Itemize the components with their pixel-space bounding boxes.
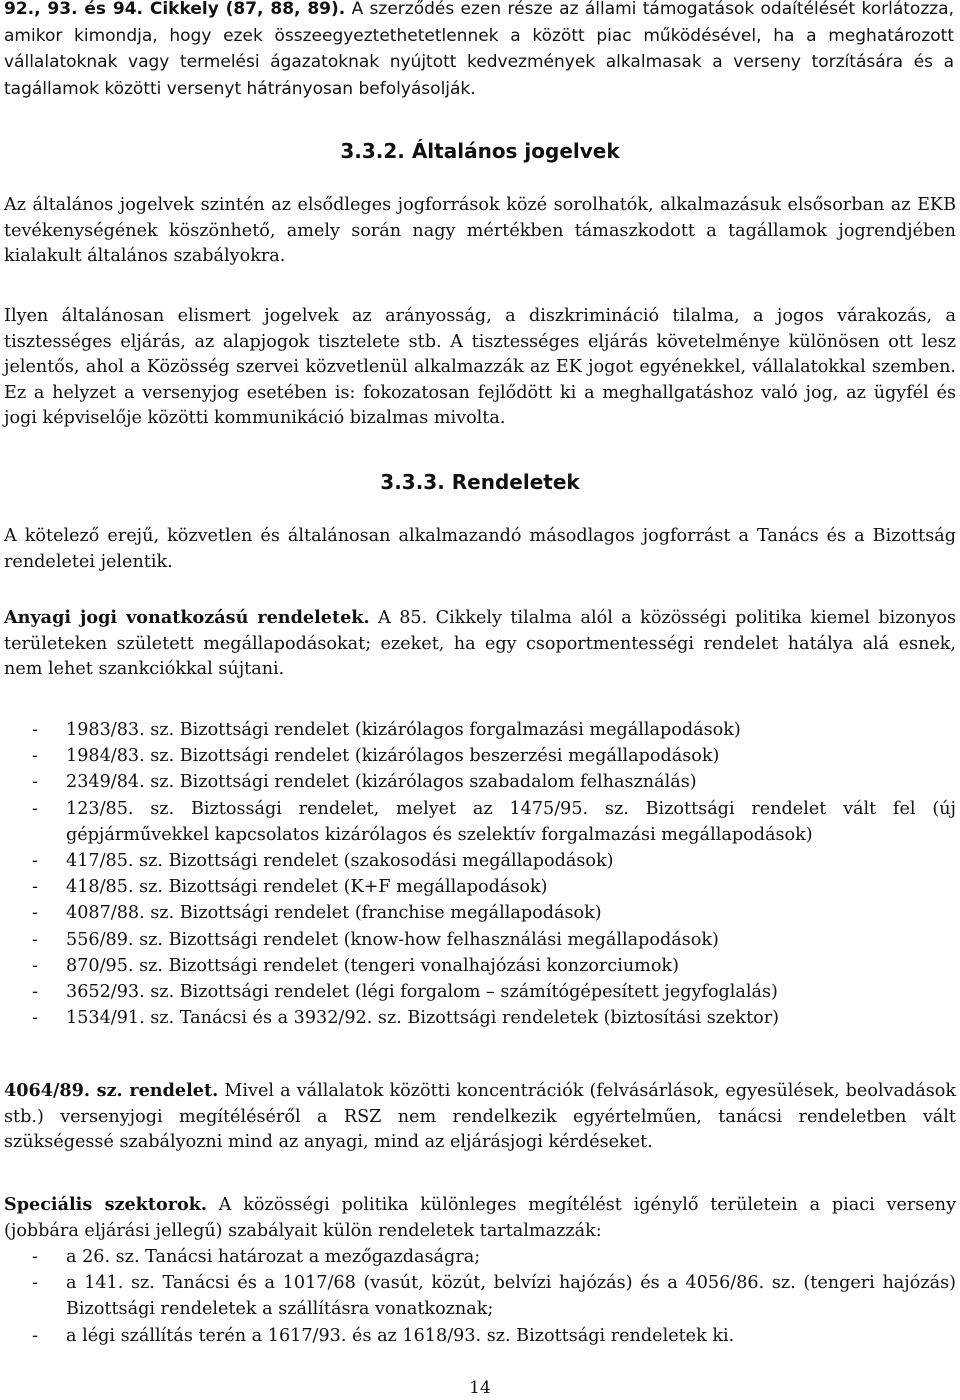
list-item-text: 1983/83. sz. Bizottsági rendelet (kizárólagos forgalmazási megállapodások) xyxy=(66,720,741,740)
regulations-intro-paragraph xyxy=(4,524,956,575)
material-regulations-paragraph xyxy=(4,605,956,683)
list-item xyxy=(32,927,956,953)
list-item-text: 2349/84. sz. Bizottsági rendelet (kizárólagos szabadalom felhasználás) xyxy=(66,772,697,793)
regulation-4064-title: 4064/89. sz. rendelet. xyxy=(4,1080,219,1101)
list-item xyxy=(32,874,956,900)
list-item xyxy=(32,1323,956,1349)
intro-paragraph xyxy=(4,0,954,102)
list-item xyxy=(32,1270,956,1322)
list-dash: - xyxy=(32,772,38,793)
regulation-4064-text: Mivel a vállalatok közötti koncentrációk (felvásárlások, egyesülések, beolvadások stb.) versenyjogi megítéléséről a RSZ nem rendelkezik egyértelműen, tanácsi rendeletben vált szükségessé szabályozni mind az anyagi, mind az eljárásjogi kérdéseket. xyxy=(4,1081,957,1153)
list-dash: - xyxy=(32,746,38,767)
general-principles-paragraph-1 xyxy=(4,193,956,270)
special-sectors-paragraph xyxy=(4,1192,956,1244)
list-dash: - xyxy=(32,877,38,898)
list-item-text: 3652/93. sz. Bizottsági rendelet (légi forgalom – számítógépesített jegyfoglalás) xyxy=(66,982,778,1003)
intro-title: 92., 93. és 94. Cikkely (87, 88, 89). xyxy=(4,0,346,19)
list-item xyxy=(32,1244,956,1270)
list-dash: - xyxy=(32,1247,38,1267)
section-heading-regulations: 3.3.3. Rendeletek xyxy=(380,470,580,494)
list-item xyxy=(32,953,956,979)
list-dash: - xyxy=(32,982,38,1003)
list-item-text: 123/85. sz. Biztossági rendelet, melyet az 1475/95. sz. Bizottsági rendelet vált fel (új gépjárművekkel kapcsolatos kizárólagos és szelektív forgalmazási megállapodások) xyxy=(66,798,956,845)
list-item-text: 4087/88. sz. Bizottsági rendelet (franchise megállapodások) xyxy=(66,903,602,924)
special-sectors-text: A közösségi politika különleges megítélést igénylő területein a piaci verseny (jobbára eljárási jellegű) szabályait külön rendeletek tartalmazzák: xyxy=(4,1195,957,1241)
list-dash: - xyxy=(32,1008,38,1029)
list-item xyxy=(32,1005,956,1031)
list-item-text: 1534/91. sz. Tanácsi és a 3932/92. sz. Bizottsági rendeletek (biztosítási szektor) xyxy=(66,1008,780,1029)
intro-text: A szerződés ezen része az állami támogatások odaítélését korlátozza, amikor kimondja, hogy ezek összeegyeztethetetlennek a között piac működésével, ha a meghatározott vállalatoknak vagy termelési ágazatoknak nyújtott kedvezmények alkalmasak a verseny torzítására és a tagállamok közötti versenyt hátrányosan befolyásolják. xyxy=(4,0,954,99)
list-item-text: a légi szállítás terén a 1617/93. és az 1618/93. sz. Bizottsági rendeletek ki. xyxy=(66,1325,735,1346)
list-item-text: 870/95. sz. Bizottsági rendelet (tengeri vonalhajózási konzorciumok) xyxy=(66,955,679,976)
general-principles-paragraph-2 xyxy=(4,304,956,432)
list-item xyxy=(32,796,956,848)
general-principles-text-2: Ilyen általánosan elismert jogelvek az arányosság, a diszkrimináció tilalma, a jogos várakozás, a tisztességes eljárás, az alapjogok tisztelete stb. A tisztességes eljárás követelménye különösen ott lesz jelentős, ahol a Közösség szervei közvetlenül alkalmazzák az EK jogot egyénekkel, vállalatokkal szemben. Ez a helyzet a versenyjog esetében is: fokozatosan fejlődött ki a meghallgatáshoz való jog, az ügyfél és jogi képviselője közötti kommunikáció bizalmas mivolta. xyxy=(4,306,956,429)
list-item xyxy=(32,848,956,874)
special-sectors-list xyxy=(32,1244,956,1349)
special-sectors-title: Speciális szektorok. xyxy=(4,1194,208,1215)
list-item-text: 417/85. sz. Bizottsági rendelet (szakosodási megállapodások) xyxy=(66,851,614,872)
list-item-text: 418/85. sz. Bizottsági rendelet (K+F megállapodások) xyxy=(66,877,548,898)
list-item xyxy=(32,717,956,743)
material-regulations-text: A 85. Cikkely tilalma alól a közösségi politika kiemel bizonyos területeken született megállapodásokat; ezeket, ha egy csoportmentességi rendelet hatálya alá esnek, nem lehet szankciókkal sújtani. xyxy=(4,608,956,680)
list-item-text: a 141. sz. Tanácsi és a 1017/68 (vasút, közút, belvízi hajózás) és a 4056/86. sz. (tengeri hajózás) Bizottsági rendeletek a szállításra vonatkoznak; xyxy=(66,1273,956,1320)
list-item-text: 1984/83. sz. Bizottsági rendelet (kizárólagos beszerzési megállapodások) xyxy=(66,746,720,767)
page-number: 14 xyxy=(469,1378,491,1398)
list-dash: - xyxy=(32,929,38,950)
list-item xyxy=(32,743,956,769)
list-dash: - xyxy=(32,851,38,872)
list-dash: - xyxy=(32,1273,38,1294)
list-dash: - xyxy=(32,720,38,740)
list-item-text: a 26. sz. Tanácsi határozat a mezőgazdaságra; xyxy=(66,1247,481,1267)
regulation-4064-paragraph xyxy=(4,1078,956,1156)
list-dash: - xyxy=(32,1325,38,1346)
general-principles-text-1: Az általános jogelvek szintén az elsődleges jogforrások közé sorolhatók, alkalmazásuk elsősorban az EKB tevékenységének köszönhető, amely során nagy mértékben támaszkodott a tagállamok jogrendjében kialakult általános szabályokra. xyxy=(4,195,956,267)
list-item xyxy=(32,769,956,795)
list-dash: - xyxy=(32,903,38,924)
list-item xyxy=(32,900,956,926)
list-item xyxy=(32,979,956,1005)
list-item-text: 556/89. sz. Bizottsági rendelet (know-how felhasználási megállapodások) xyxy=(66,929,719,950)
list-dash: - xyxy=(32,798,38,819)
material-regulations-title: Anyagi jogi vonatkozású rendeletek. xyxy=(4,607,370,628)
regulation-list xyxy=(32,717,956,1031)
list-dash: - xyxy=(32,955,38,976)
section-heading-general-principles: 3.3.2. Általános jogelvek xyxy=(340,139,620,163)
regulations-intro-text: A kötelező erejű, közvetlen és általánosan alkalmazandó másodlagos jogforrást a Tanács és a Bizottság rendeletei jelentik. xyxy=(4,526,956,572)
